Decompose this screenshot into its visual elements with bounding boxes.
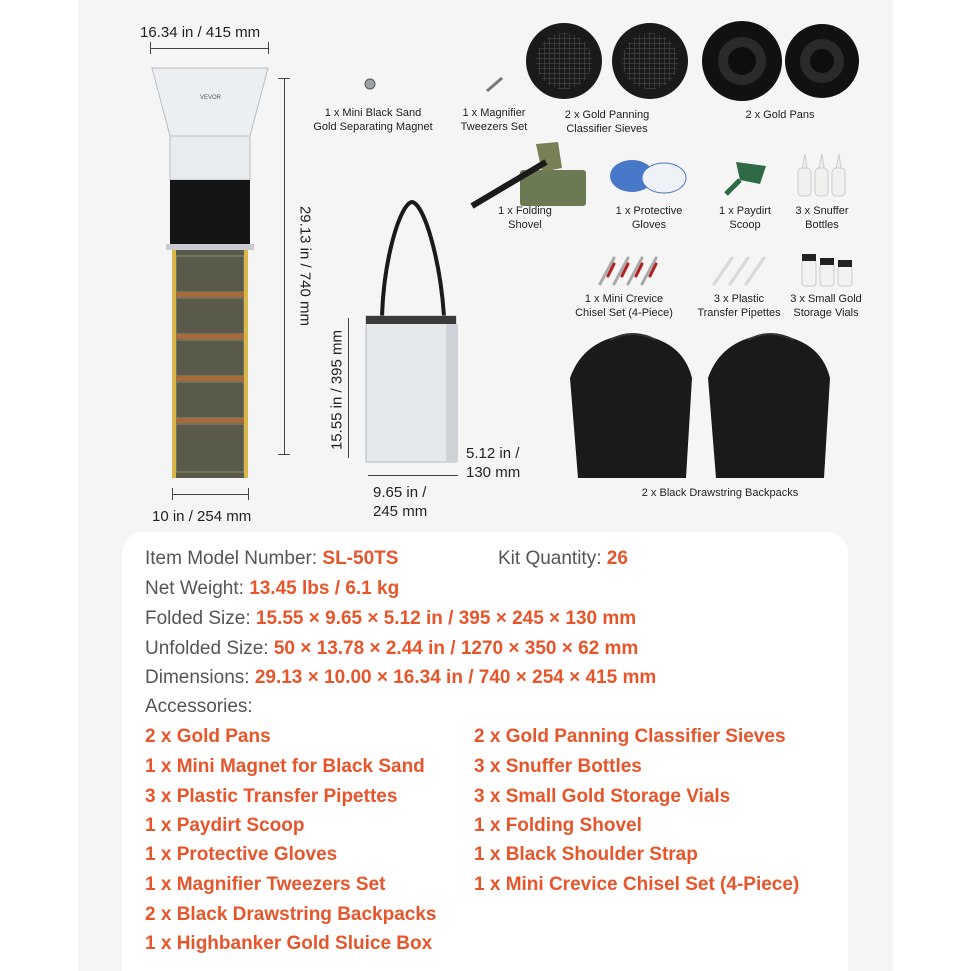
accessory-item: 1 x Mini Crevice Chisel Set (4-Piece) [474,874,800,895]
storage-vials-label: 3 x Small Gold Storage Vials [790,293,862,319]
kit-quantity-key: Kit Quantity: [498,548,602,569]
accessory-item: 3 x Snuffer Bottles [474,756,642,777]
unfolded-size-value: 50 × 13.78 × 2.44 in / 1270 × 350 × 62 mm [273,638,639,659]
brand-logo: VEVOR [200,95,222,101]
shovel-icon [466,142,606,212]
accessory-item: 2 x Gold Pans [145,726,271,747]
unfolded-size-key: Unfolded Size: [145,638,269,659]
box-height-label: 15.55 in / 395 mm [328,329,346,451]
folded-size-row [145,608,636,630]
backpacks-label: 2 x Black Drawstring Backpacks [641,487,799,499]
chisel-set-label: 1 x Mini Crevice Chisel Set (4-Piece) [575,293,673,319]
bottom-width-tick-right [248,488,249,500]
accessory-item: 2 x Gold Panning Classifier Sieves [474,726,786,747]
top-width-line [150,48,268,49]
box-depth-label-2: 130 mm [466,464,521,481]
accessory-item: 3 x Small Gold Storage Vials [474,786,731,807]
box-width-line [368,475,458,476]
folded-size-value: 15.55 × 9.65 × 5.12 in / 395 × 245 × 130 mm [255,608,637,629]
accessory-item: 3 x Plastic Transfer Pipettes [145,786,398,807]
accessory-item: 1 x Magnifier Tweezers Set [145,874,386,895]
accessory-item: 1 x Protective Gloves [145,844,338,865]
gold-pans-label: 2 x Gold Pans [745,109,815,121]
dimensions-row [145,667,656,689]
backpacks-icon [566,330,838,482]
folded-size-key: Folded Size: [145,608,251,629]
sieves-label: 2 x Gold Panning Classifier Sieves [564,109,650,135]
sluice-top-width-label: 16.34 in / 415 mm [140,24,261,41]
magnet-icon [362,76,378,92]
dimensions-value: 29.13 × 10.00 × 16.34 in / 740 × 254 × 415 mm [254,667,657,688]
top-width-tick-right [268,42,269,54]
unfolded-size-row [145,638,638,660]
snuffer-bottles-icon [796,152,848,198]
sluice-height-line [284,78,285,454]
storage-vials-icon [800,252,856,288]
net-weight-row [145,578,399,600]
accessory-item: 1 x Black Shoulder Strap [474,844,698,865]
folded-box-image [360,198,470,468]
model-number-value: SL-50TS [322,548,399,569]
kit-quantity-row [498,548,628,570]
accessory-item: 1 x Mini Magnet for Black Sand [145,756,425,777]
sluice-height-label: 29.13 in / 740 mm [296,205,314,327]
bottom-width-tick-left [172,488,173,500]
sluice-bottom-width-label: 10 in / 254 mm [152,508,252,525]
accessory-item: 1 x Folding Shovel [474,815,642,836]
dimensions-key: Dimensions: [145,667,250,688]
pipettes-icon [710,256,770,286]
model-number-row [145,548,398,570]
scoop-label: 1 x Paydirt Scoop [719,205,771,231]
net-weight-value: 13.45 lbs / 6.1 kg [249,578,400,599]
scoop-icon [722,158,772,198]
bottom-width-line [172,494,248,495]
box-width-label-2: 245 mm [373,503,428,520]
tweezers-label: 1 x Magnifier Tweezers Set [460,107,528,133]
box-width-label-1: 9.65 in / [373,484,427,501]
net-weight-key: Net Weight: [145,578,244,599]
gold-pans-icon [700,18,860,104]
accessory-item: 1 x Highbanker Gold Sluice Box [145,933,433,954]
height-tick-bottom [278,454,290,455]
box-height-line [348,318,349,458]
accessory-item: 2 x Black Drawstring Backpacks [145,904,437,925]
accessory-item: 1 x Paydirt Scoop [145,815,305,836]
top-width-tick-left [150,42,151,54]
sieves-icon [524,18,694,104]
model-number-key: Item Model Number: [145,548,318,569]
shovel-label: 1 x Folding Shovel [498,205,552,231]
snuffer-bottles-label: 3 x Snuffer Bottles [795,205,849,231]
height-tick-top [278,78,290,79]
box-depth-label-1: 5.12 in / [466,445,520,462]
gloves-label: 1 x Protective Gloves [615,205,683,231]
chisel-set-icon [596,254,660,288]
sluice-box-image [148,60,272,484]
pipettes-label: 3 x Plastic Transfer Pipettes [697,293,781,319]
accessories-title: Accessories: [145,696,253,717]
gloves-icon [606,156,690,196]
tweezers-icon [484,74,506,94]
magnet-label: 1 x Mini Black Sand Gold Separating Magnet [313,107,433,133]
kit-quantity-value: 26 [606,548,628,569]
